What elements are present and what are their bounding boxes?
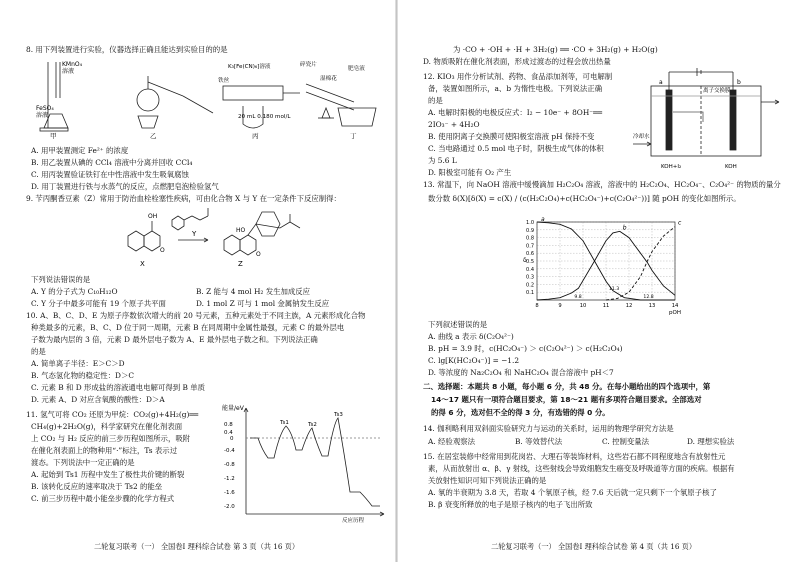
q9-reaction-figure — [120, 206, 350, 270]
series-line-b — [537, 231, 675, 300]
svg-text:20 mL 0.180 mol/L: 20 mL 0.180 mol/L — [238, 114, 291, 120]
x-tick-label: 11 — [602, 303, 610, 309]
q15-line: 素，从而放射出 α、β、γ 射线，这些射线会导致细胞发生癌变及呼吸道等方面的疾病。根据有 — [428, 464, 735, 473]
q14-option-b: B. 等效替代法 — [515, 437, 563, 446]
q10-line: 10. A、B、C、D、E 为原子序数依次增大的前 20 号元素，五种元素处于不同主族，A 元素形成化合物 — [26, 311, 366, 320]
q13-option-a: A. 曲线 a 表示 δ(C₂O₄²⁻) — [428, 332, 514, 341]
svg-text:-2.0: -2.0 — [224, 504, 235, 510]
q10-option-d: D. 元素 A、D 对应含氧酸的酸性：D＞A — [31, 395, 165, 404]
q9-option-c: C. Y 分子中最多可能有 19 个原子共平面 — [31, 299, 166, 308]
electrode-b-label: b — [737, 79, 741, 86]
svg-text:Ts2: Ts2 — [308, 422, 317, 428]
annotation-label: 9.8 — [574, 295, 582, 300]
x-label: X — [140, 260, 145, 268]
fig-label-ding: 丁 — [350, 132, 357, 140]
q13-line: 13. 常温下，向 NaOH 溶液中缓慢滴加 H₂C₂O₄ 溶液，溶液中的 H₂C₂O₄、HC₂O₄⁻、C₂O₄²⁻ 的物质的量分 — [423, 180, 781, 189]
svg-text:0.8: 0.8 — [224, 422, 233, 428]
q12-option-c2: 为 5.6 L — [428, 156, 457, 165]
y-axis-label: δ — [523, 257, 527, 264]
x-tick-label: 14 — [671, 303, 679, 309]
q10-line: 种类最多的元素，B、C、D 位于同一周期，元素 B 在同周期中金属性最强，元素 C 的最外层电 — [31, 323, 345, 332]
z-label: Z — [238, 260, 243, 268]
cooling-water-label: 冷却水 — [633, 134, 650, 140]
x-axis-label: pOH — [669, 310, 681, 316]
q11-line: 上 CO₂ 与 H₂ 反应的前三步历程如图所示，吸附 — [31, 434, 191, 443]
q15-line: 15. 在居室装修中经常用到花岗岩、大理石等装饰材料，这些岩石都不同程度地含有放射性元 — [423, 452, 726, 461]
svg-text:-0.4: -0.4 — [224, 448, 235, 454]
q12-line: 12. KIO₃ 用作分析试剂、药物、食品添加剂等，可电解制 — [423, 72, 613, 81]
q15-option-a: A. 氡的半衰期为 3.8 天，若取 4 个氡原子核，经 7.6 天后就一定只剩下一个氡原子核了 — [428, 488, 717, 497]
q14-option-a: A. 经验观察法 — [428, 437, 475, 446]
q15-option-b: B. β 衰变所释放的电子是原子核内的电子飞出所致 — [428, 500, 593, 509]
q13-option-d: D. 等浓度的 Na₂C₂O₄ 和 NaHC₂O₄ 混合溶液中 pH＜7 — [428, 368, 614, 377]
y-tick-label: 0.4 — [526, 266, 534, 273]
svg-text:Ts1: Ts1 — [280, 420, 289, 426]
q10-option-b: B. 气态氢化物的稳定性：D＞C — [31, 371, 135, 380]
y-tick-label: 0.3 — [526, 274, 534, 281]
q14-option-c: C. 控制变量法 — [602, 437, 650, 446]
q9-stem: 9. 苄丙酮香豆素（Z）常用于防治血栓栓塞性疾病，可由化合物 X 与 Y 在一定条件下反应制得： — [26, 194, 341, 203]
svg-text:0: 0 — [230, 436, 234, 442]
q12-option-a2: 2IO₃⁻ + 4H₂O — [428, 120, 480, 129]
fig-label-jia: 甲 — [50, 132, 57, 140]
q11-option-c: C. 前三步历程中最小能垒步骤的化学方程式 — [31, 494, 175, 503]
q10-line: 的是 — [31, 347, 46, 356]
q15-line: 关放射性知识可知下列说法正确的是 — [428, 476, 547, 485]
q12-line: 的是 — [428, 96, 443, 105]
q10-line: 子数为最内层的 3 倍，元素 D 最外层电子数为 A、E 最外层电子数之和。下列说法正确 — [31, 335, 318, 344]
x-tick-label: 12 — [625, 303, 633, 309]
q9-sub: 下列说法错误的是 — [31, 275, 91, 284]
svg-text:溶液: 溶液 — [62, 68, 75, 75]
q11-line: 在催化剂表面上的物种用“·”标注，Ts 表示过 — [31, 446, 178, 455]
q10-option-c: C. 元素 B 和 D 形成盐的溶液通电电解可得到 B 单质 — [31, 383, 206, 392]
y-tick-label: 0.5 — [526, 259, 534, 265]
series-label-b: b — [622, 224, 627, 232]
q11-option-b: B. 该转化反应的速率取决于 Ts2 的能垒 — [31, 482, 163, 491]
q9-option-d: D. 1 mol Z 可与 1 mol 金属钠发生反应 — [196, 299, 330, 308]
q12-line: 备，装置如图所示，a、b 为惰性电极。下列说法正确 — [428, 84, 603, 93]
catholyte-label: KOH — [725, 164, 737, 170]
svg-text:湿棉花: 湿棉花 — [320, 76, 337, 82]
q11-energy-diagram — [222, 402, 387, 524]
section-2-header: 14～17 题只有一项符合题目要求，第 18～21 题有多项符合题目要求。全部选对 — [431, 395, 702, 404]
svg-text:肥皂液: 肥皂液 — [348, 66, 365, 72]
y-tick-label: 0.2 — [526, 282, 534, 289]
svg-text:HO: HO — [236, 227, 246, 234]
svg-text:O: O — [160, 247, 165, 254]
svg-text:Ts3: Ts3 — [334, 412, 343, 418]
q12-option-a: A. 电解时阳极的电极反应式：I₂ − 10e⁻ + 8OH⁻══ — [428, 108, 603, 117]
q12-option-d: D. 阳极室可能有 O₂ 产生 — [428, 168, 512, 177]
svg-text:-1.2: -1.2 — [224, 476, 235, 482]
q8-stem: 8. 用下列装置进行实验，仪器选择正确且能达到实验目的的是 — [26, 45, 228, 54]
svg-text:-0.8: -0.8 — [224, 462, 235, 468]
fig-label-yi: 乙 — [150, 132, 157, 140]
fig-label-bing: 丙 — [252, 132, 259, 140]
section-2-header: 二、选择题：本题共 8 小题，每小题 6 分，共 48 分。在每小题给出的四个选项中，第 — [423, 382, 711, 391]
q14-option-d: D. 理想实验法 — [687, 437, 735, 446]
q8-option-c: C. 用丙装置验证铁钉在中性溶液中发生吸氧腐蚀 — [31, 170, 189, 179]
series-label-a: a — [541, 216, 545, 223]
annotation-label: 12.8 — [643, 295, 654, 300]
right-footer: 二轮复习联考（一） 全国卷Ⅰ 理科综合试卷 第 4 页（共 16 页） — [491, 542, 697, 552]
left-footer: 二轮复习联考（一） 全国卷Ⅰ 理科综合试卷 第 3 页（共 16 页） — [94, 542, 300, 552]
svg-text:OH: OH — [148, 213, 158, 220]
q11-continuation: 为 ·CO + ·OH + ·H + 3H₂(g) ══ ·CO + 3H₂(g) + H₂O(g) — [453, 45, 658, 54]
q13-distribution-chart — [507, 216, 687, 316]
svg-text:碎瓷片: 碎瓷片 — [300, 62, 317, 68]
x-tick-label: 13 — [648, 303, 656, 309]
section-2-header: 的得 6 分，选对但不全的得 3 分，有选错的得 0 分。 — [431, 408, 610, 417]
q14-stem: 14. 伽利略利用双斜面实验研究力与运动的关系时，运用的物理学研究方法是 — [423, 424, 674, 433]
q9-option-b: B. Z 能与 4 mol H₂ 发生加成反应 — [196, 287, 311, 296]
x-tick-label: 9 — [558, 303, 562, 309]
svg-text:O: O — [256, 251, 261, 258]
exam-page-4 — [397, 0, 794, 562]
y-tick-label: 1.0 — [526, 220, 534, 226]
q9-option-a: A. Y 的分子式为 C₁₀H₁₂O — [31, 287, 118, 296]
y-tick-label: 0.9 — [526, 227, 534, 234]
y-label: Y — [192, 230, 197, 238]
svg-text:0.4: 0.4 — [224, 430, 233, 436]
y-tick-label: 0.6 — [526, 251, 534, 258]
q8-option-d: D. 用丁装置进行铁与水蒸气的反应，点燃肥皂泡检验氢气 — [31, 182, 219, 191]
annotation-label: 11.3 — [608, 287, 620, 292]
q13-line: 数分数 δ(X)[δ(X) = c(X) / (c(H₂C₂O₄)+c(HC₂O₄⁻)+c(C₂O₄²⁻))] 随 pOH 的变化如图所示。 — [428, 194, 741, 203]
q12-option-b: B. 使用阴离子交换膜可使阳极室溶液 pH 保持不变 — [428, 132, 595, 141]
q11-option-d: D. 物质吸附在催化剂表面，形成过渡态的过程会放出热量 — [423, 57, 611, 66]
q11-option-a: A. 起始到 Ts1 历程中发生了极性共价键的断裂 — [31, 470, 185, 479]
svg-text:FeSO₄: FeSO₄ — [36, 105, 54, 112]
q11-line: 11. 氢气可将 CO₂ 还原为甲烷：CO₂(g)+4H₂(g)══ — [26, 410, 199, 419]
q8-apparatus-figure — [38, 58, 378, 140]
q13-sub: 下列叙述错误的是 — [428, 320, 488, 329]
y-tick-label: 0.7 — [526, 243, 534, 250]
anolyte-label: KOH+I₂ — [661, 164, 682, 170]
q10-option-a: A. 简单离子半径：E＞C＞D — [31, 359, 125, 368]
q8-option-b: B. 用乙装置从碘的 CCl₄ 溶液中分离并回收 CCl₄ — [31, 158, 193, 167]
svg-text:铁丝: 铁丝 — [218, 78, 230, 84]
series-label-c: c — [678, 219, 682, 227]
svg-text:-1.6: -1.6 — [224, 490, 235, 496]
y-tick-label: 0.1 — [526, 290, 534, 297]
y-tick-label: 0.8 — [526, 235, 534, 242]
electrode-a-label: a — [659, 79, 663, 86]
svg-text:溶液: 溶液 — [36, 112, 49, 119]
svg-text:K₃[Fe(CN)₆]溶液: K₃[Fe(CN)₆]溶液 — [228, 64, 271, 70]
x-tick-label: 8 — [535, 303, 539, 309]
q8-option-a: A. 用甲装置测定 Fe²⁺ 的浓度 — [31, 146, 129, 155]
energy-axis-label: 能量/eV — [222, 405, 244, 412]
q11-line: CH₄(g)+2H₂O(g)，科学家研究在催化剂表面 — [31, 422, 183, 431]
kmno4-label: KMnO₄ — [62, 61, 83, 68]
membrane-label: 离子交换膜 — [703, 88, 731, 94]
q12-electrolysis-figure — [633, 62, 783, 178]
q11-line: 渡态。下列说法中一定正确的是 — [31, 458, 135, 467]
q13-option-c: C. lg[K(HC₂O₄⁻)] = −1.2 — [428, 356, 520, 365]
reaction-coordinate-label: 反应历程 — [342, 518, 365, 524]
q13-option-b: B. pH = 3.9 时，c(HC₂O₄⁻) ＞ c(C₂O₄²⁻) ＞ c(H₂C₂O₄) — [428, 344, 623, 353]
q12-option-c: C. 当电路通过 0.5 mol 电子时，阴极生成气体的体积 — [428, 144, 604, 153]
x-tick-label: 10 — [579, 303, 587, 309]
